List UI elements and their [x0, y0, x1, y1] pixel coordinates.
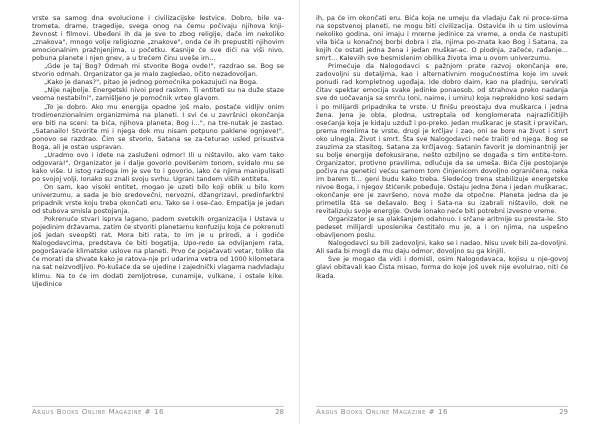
footer-rule: [316, 406, 568, 407]
paragraph: Nalogodavci su bili zadovoljni, kako se i nadao. Nisu uvek bili za-dovoljni. Ali sada bi mogli da mu daju odmor, dovoljno su ga kinjili.: [316, 239, 568, 256]
right-page-text: [316, 14, 568, 400]
paragraph: On sam, kao visoki entitet, mogao je uzeti bilo koji oblik u bilo kom univerzumu, a sada je bio sredovečni, nervozni, džangrizavi, predinfarktni pripadnik vrste koju treba okončati eru. Tako se i ose-ćao. Empatija je jedan od stubova smisla postojanja.: [32, 182, 284, 216]
page-number: 28: [275, 408, 284, 416]
paragraph: ih, pa će im okončati eru. Bića koja ne umeju da vladaju čak ni proce-sima na sopstvenoj planeti, ne mogu biti civilizacija. Ostaviće ih u tim uslovima nekoliko godina, oni imaju i mrerne jedinice za vreme, a onda će nastupiti vila bića u konačnoj borbi dobra i zla, njima po-znata kao Bog i Satana, za kojih će ostati jedna žena i jedan muškar-ac. O plodnja, začeće, rađanje... smrt... Kaleviih sve besmislenim obilika života ima u ovom univerzumu.: [316, 14, 568, 63]
paragraph: „Gde je taj Bog? Odmah mi stvorite Boga ovde!", razdrao se. Bog se stvorio odmah. Organizator ga je malo zagledao, očito nezadovoljan.: [32, 62, 284, 79]
right-page-footer: [316, 406, 568, 418]
left-page-footer: [32, 406, 284, 418]
magazine-title: Argus Books Online Magazine # 16: [316, 408, 449, 416]
left-page-text: [32, 14, 284, 400]
paragraph: vrste sa samog dna evolucione i civilizacijske lestvice. Dobro, bile va-trometa, drame, tragedije, svega onog na čemu počivaju njihova knji-ževnost i filmovi. Ubeđeni ih da je sve to zbog religije, dače im nekoliko „znakova", mnogo volje religiozne „znakove", onda će ih prepustiti njihovim emocionalnim pražnjenjima, u početku. Kasnije će sve dići na viši nivo, pobuna planete i njen gnev, a u trećem činu uveše im...: [32, 14, 284, 63]
paragraph: Primećuje da Nalogodavci s pažnjom prate razvoj okončanja ere, zadovoljni su detaljima, kao i alternativnim mogućnostima koje im uvek ponudi rad kompletnog ugođaja. Ide dobro daim, kao na pladnju, servirati čitav spektar emocija svake jedinke ponaosob, od strahova preko nadanja sve do uočavanja sa smrću (oni, naime, i umiru) koja neprekidno kosi sedam i po milijardi pripadnika te vrste. U finišu preostaju dva muškarca i jedna žena. Jena je obla, plodna, ustreptala od konglomerata najrazličitijih osećanja koja je kidaju uzduž i po-preko. Jedan muškarac je stasit i pravičan, prema menlima te vrste, drugi je krčljav i zao, oni se bore na život i smrt oko ulnegla. Život i smrt. Šta sve Nalogodavci neće traiiti od njega. Bog se zauzima za stasitog, Satana za krčljavog. Satanin favorit je dominantniji jer su bolje energije defokusirane, nešto ozbiljno se događa s tim entite-tom. Organizator, protivno pravilima, odlučuje da se umeša. Bića čije postojanje počiva na genetici većsu samom tom činjenicom dovoljno ograničena, neka im barem ti... geni budu kako treba. Sledećog trena stabilizuje energetske nivoe Boga, i njegov štićenik pobeđuje. Ostaju jedna žena i jedan muškarac, okončanje ere je završeno, nova može da otpočne. Planeta jedna da je primetila šta se dešavalo. Bog i Sata-na su izabrali ništavilo, dok ne revitalizuju svoje energije. Ovde ionako neće biti potrebni izvesno vreme.: [316, 62, 568, 216]
paragraph: „Kako je danas?", pitao je jednog pomoćnika pokazujući na Boga.: [44, 78, 259, 87]
paragraph: „Nije najbolje. Energetski nivoi pred raslom. Ti entiteti su na duže staze veoma nestabilni", zamišljeno je pomoćnik vrteo glavom.: [32, 86, 284, 103]
magazine-title: Argus Books Online Magazine # 16: [32, 408, 165, 416]
paragraph: „To je dobro. Ako mu energija opadne još malo, postaće vidljiv onim trodimenzionalnim organizmima na planeti. I svi će u završnici okončanja ere biti na sceni: ta bića, njihova planeta, Bog i...", na tre-nutak je zastao. „Satanailo! Stvorite mi i njega dok mu nisam potpuno paklene ognjeve!", ponovo se razdrao. Čim se stvorio, Satana se za-teturao usled prisustva Boga, ali je ostao uspravan.: [32, 102, 284, 151]
paragraph: Sve je mogao da vidi i domisli, osim Nalogodavaca, kojisu u nje-govoj glavi obitavali kao Čista misao, forma do koje još uvek nije evoluirao, niti će ikada.: [316, 255, 568, 280]
page-number: 29: [559, 408, 568, 416]
paragraph: Organizator je sa olakšanjem odahnuo. I srčane aritmije su presta-le. Sto pedeset milijardi uposlenika čestitalo mu je, a i on njima, na uspešno obavljenom poslu.: [316, 215, 568, 240]
paragraph: Pokrenuće stvari isprva lagano, padom svetskih organizacija i Ustava u pojedinim državama, zatim će stvoriti planetarnu konfuziju koja će pokrenuti još jedan sveopšti rat. Mora biti rata, to im je u prirodi, a i godiće Nalogodavcima, predstava će biti bogatija. Upo-redo sa odvijanjem rata, pogoršavaće klimatske uslove na planeti. Prvo će pojačavati vetar, toliko da će morati da shvate kako je ratova-nje pri udarima vetra od 1000 kilometara na sat neizvodljivo. Po-kušaće da se ujedine i zajednički vlagama nadvladaju klimu. Na to će im dodati zemljotrese, cunamije, vulkane, i ostale kike. Ujedinice: [32, 215, 284, 288]
footer-rule: [32, 406, 284, 407]
right-page: [300, 0, 600, 424]
paragraph: „Uradmo ovo i idete na zasluženi odmor! Ili u ništavilo, ako vam tako odgovara!", Organizator je i dalje govorio povišenim tonom, svidalo mu se kako više. U istog razloga im je sve to i govorio, iako će njima manipulisati po svojoj volji. Ionako su znali svoju svrhu. Ugrani tandem viših entiteta.: [32, 150, 284, 183]
